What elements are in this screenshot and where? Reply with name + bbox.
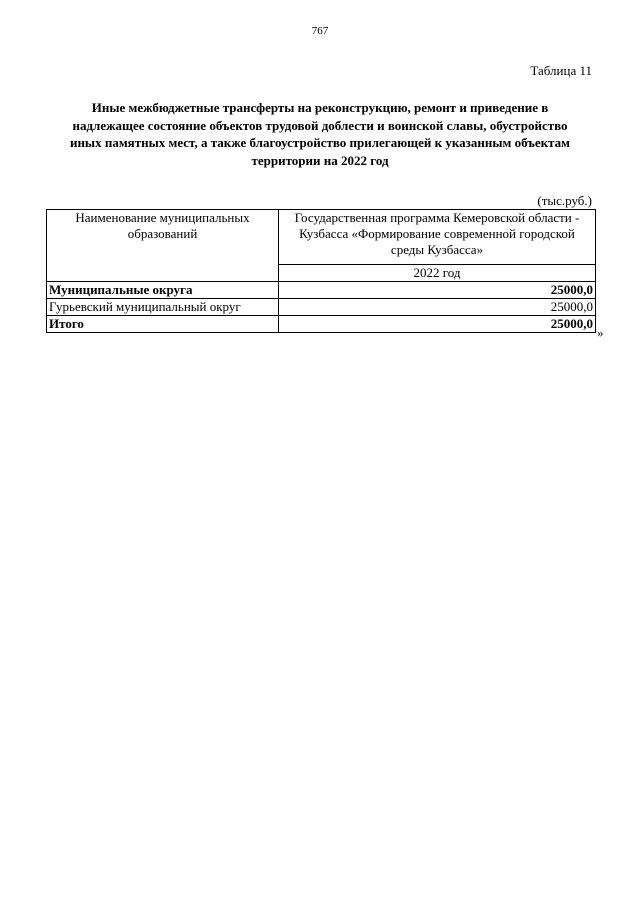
header-text-line: Наименование муниципальных [75, 210, 250, 225]
title-line: территории на 2022 год [251, 152, 389, 168]
page-number: 767 [311, 25, 329, 37]
row-label: Гурьевский муниципальный округ [47, 299, 279, 316]
row-value: 25000,0 [279, 282, 596, 299]
header-text-line: Государственная программа Кемеровской области - [294, 210, 580, 225]
units-label: (тыс.руб.) [537, 193, 592, 208]
table-row [47, 299, 596, 316]
header-year: 2022 год [279, 265, 596, 282]
transfers-table [46, 209, 596, 333]
row-label: Муниципальные округа [47, 282, 279, 299]
table-row-total [47, 316, 596, 333]
row-value: 25000,0 [279, 299, 596, 316]
title-line: Иные межбюджетные трансферты на реконструкцию, ремонт и приведение в [91, 100, 549, 115]
document-title [46, 99, 594, 169]
header-municipality [47, 210, 279, 282]
table-row [47, 282, 596, 299]
header-text-line: образований [127, 226, 198, 241]
table-header-row [47, 210, 596, 265]
header-text-line: среды Кузбасса» [390, 242, 484, 257]
row-value: 25000,0 [279, 316, 596, 333]
closing-quote: » [597, 325, 604, 340]
table-caption: Таблица 11 [530, 63, 592, 78]
header-program [279, 210, 596, 265]
header-text-line: Кузбасса «Формирование современной городской [299, 226, 575, 241]
title-line: надлежащее состояние объектов трудовой доблести и воинской славы, обустройство [72, 117, 568, 133]
row-label: Итого [47, 316, 279, 333]
title-line: иных памятных мест, а также благоустройство прилегающей к указанным объектам [69, 135, 571, 150]
